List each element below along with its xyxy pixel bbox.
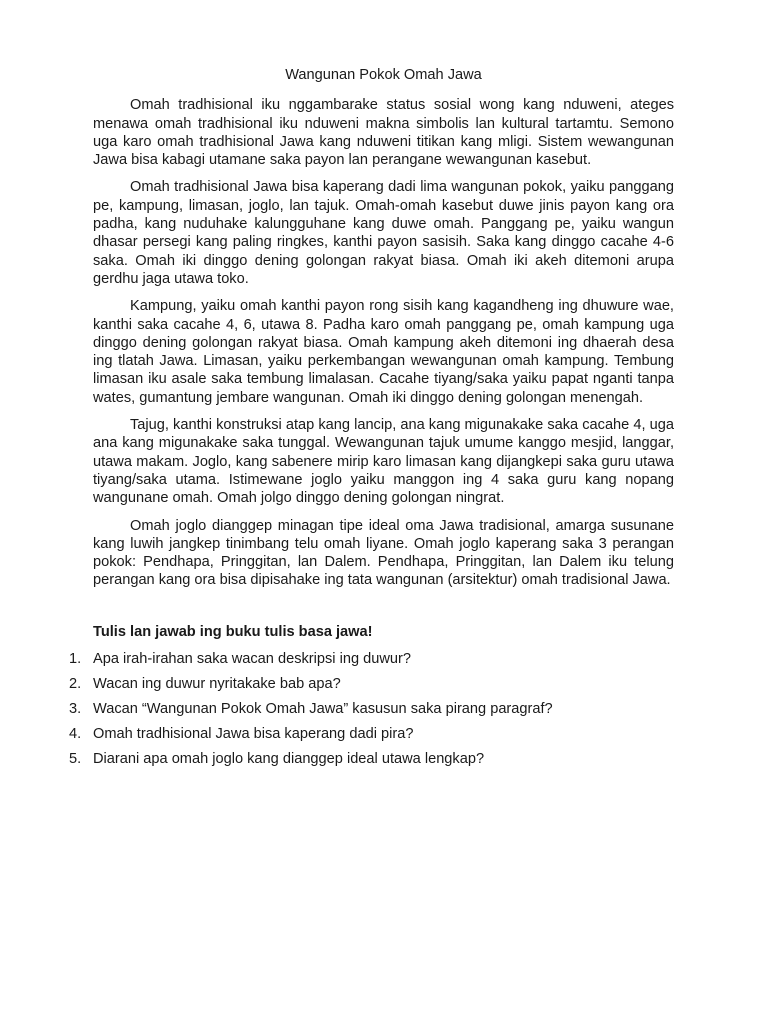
question-number: 2. xyxy=(69,676,82,693)
question-item xyxy=(69,650,674,668)
paragraph-1: Omah tradhisional iku nggambarake status sosial wong kang nduweni, ateges menawa omah tradhisional iku nduweni makna simbolis lan kultural tartamtu. Semono uga karo omah tradhisional Jawa kang nduweni titikan kang mligi. Sistem wewangunan Jawa bisa kabagi utamane saka payon lan perangane wewangunan kasebut. xyxy=(93,97,674,169)
paragraph-3: Kampung, yaiku omah kanthi payon rong sisih kang kagandheng ing dhuwure wae, kanthi saka cacahe 4, 6, utawa 8. Padha karo omah panggang pe, omah kampung uga dinggo dening golongan rakyat biasa. Omah kampung akeh ditemoni ing dhaerah desa ing tlatah Jawa. Limasan, yaiku perkembangan wewangunan omah kampung. Tembung limasan iku asale saka tembung limalasan. Cacahe tiyang/saka yaiku papat nganti tanpa wates, gumantung jembare wangunan. Omah iki dinggo dening golongan menengah. xyxy=(93,298,674,406)
question-number: 3. xyxy=(69,701,82,718)
question-text: Wacan ing duwur nyritakake bab apa? xyxy=(93,676,341,693)
question-list xyxy=(69,650,674,769)
question-item xyxy=(69,700,674,718)
paragraph-2: Omah tradhisional Jawa bisa kaperang dadi lima wangunan pokok, yaiku panggang pe, kampung, limasan, joglo, lan tajuk. Omah-omah kasebut duwe jinis payon kang ora padha, kang nuduhake kalungguhane kang duwe omah. Panggang pe, yaiku wangun dhasar persegi kang paling ringkes, kanthi payon sasisih. Saka kang dinggo cacahe 4-6 saka. Omah iki dinggo dening golongan rakyat biasa. Omah iki akeh ditemoni arupa gerdhu jaga utawa toko. xyxy=(93,179,674,287)
question-number: 5. xyxy=(69,751,82,768)
question-item xyxy=(69,750,674,768)
question-item xyxy=(69,675,674,693)
question-number: 4. xyxy=(69,726,82,743)
paragraph-5: Omah joglo dianggep minagan tipe ideal oma Jawa tradisional, amarga susunane kang luwih jangkep tinimbang telu omah liyane. Omah joglo kaperang saka 3 perangan pokok: Pendhapa, Pringgitan, lan Dalem. Pendhapa, Pringgitan, lan Dalem iku telung perangan kang ora bisa dipisahake ing tata wangunan (arsitektur) omah tradisional Jawa. xyxy=(93,517,674,589)
question-item xyxy=(69,725,674,743)
document-title: Wangunan Pokok Omah Jawa xyxy=(285,67,482,83)
question-text: Diarani apa omah joglo kang dianggep ideal utawa lengkap? xyxy=(93,751,485,768)
question-text: Wacan “Wangunan Pokok Omah Jawa” kasusun saka pirang paragraf? xyxy=(93,701,553,718)
question-number: 1. xyxy=(69,651,82,668)
paragraph-4: Tajug, kanthi konstruksi atap kang lancip, ana kang migunakake saka cacahe 4, uga ana kang migunakake saka tunggal. Wewangunan tajuk umume kanggo mesjid, langgar, utawa makam. Joglo, kang sabenere mirip karo limasan kang dijangkepi saka guru utawa tiyang/saka utama. Istimewane joglo yaiku manggon ing 4 saka guru kang nopang wangunane omah. Omah jolgo dinggo dening golongan ningrat. xyxy=(93,417,674,507)
exercise-instruction: Tulis lan jawab ing buku tulis basa jawa! xyxy=(93,623,373,640)
question-text: Omah tradhisional Jawa bisa kaperang dadi pira? xyxy=(93,726,414,743)
document-page xyxy=(69,66,674,775)
question-text: Apa irah-irahan saka wacan deskripsi ing duwur? xyxy=(93,651,411,668)
